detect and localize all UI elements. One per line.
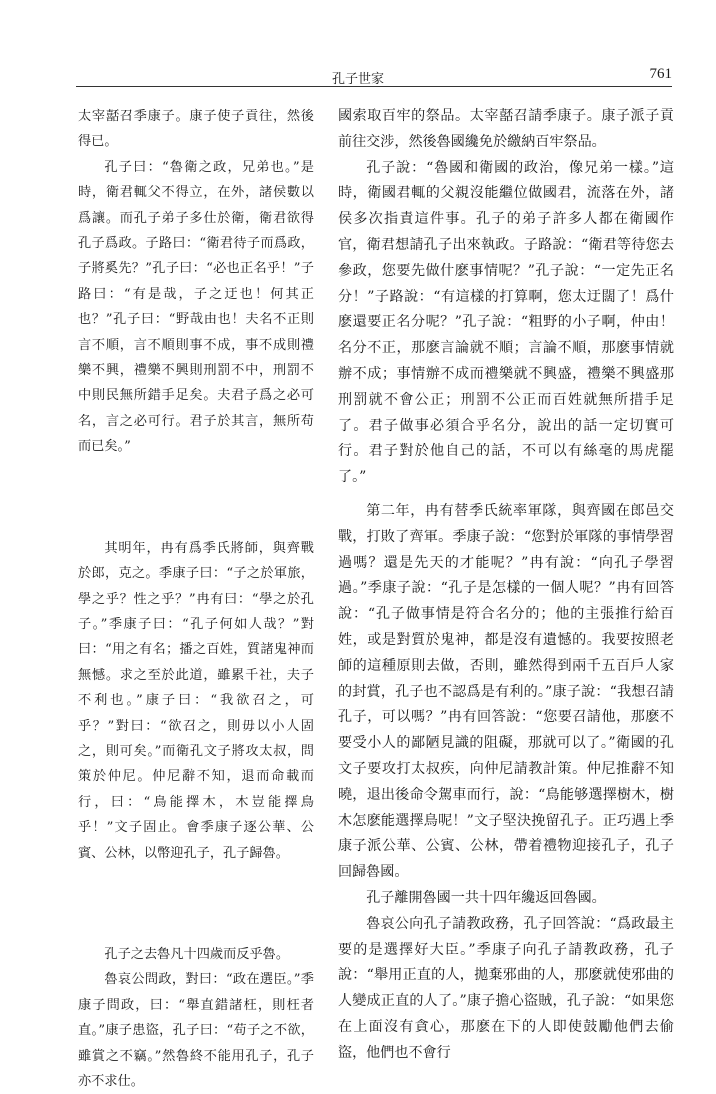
- translation-text-column: [338, 104, 674, 1066]
- classical-paragraph-4: 孔子之去魯凡十四歲而反乎魯。: [104, 946, 290, 962]
- classical-paragraph-3: 其明年，冉有爲季氏將師，與齊戰於郎，克之。季康子曰：“子之於軍旅，學之乎？性之乎？”冉有曰：“學之於孔子。”季康子曰：“孔子何如人哉？”對曰：“用之有名；播之百姓，質諸鬼神而無憾。求之至於此道，雖累千社，夫子不利也。”康子曰：“我欲召之，可乎？”對曰：“欲召之，則毋以小人固之，則可矣。”而衛孔文子將攻太叔，問策於仲尼。仲尼辭不知，退而命載而行，曰：“鳥能擇木，木豈能擇鳥乎！”文子固止。會季康子逐公華、公賓、公林，以幣迎孔子，孔子歸魯。: [78, 540, 314, 861]
- section-gap: [338, 491, 674, 499]
- classical-paragraph-1: 太宰嚭召季康子。康子使子貢往，然後得已。: [78, 109, 314, 150]
- header-rule: [76, 86, 672, 87]
- translation-paragraph-1: 國索取百牢的祭品。太宰嚭召請季康子。康子派子貢前往交涉，然後魯國纔免於繳納百牢祭品。: [338, 108, 674, 150]
- translation-paragraph-4: 孔子離開魯國一共十四年纔返回魯國。: [366, 889, 606, 906]
- classical-text-column: [78, 104, 314, 1094]
- section-gap: [78, 460, 314, 536]
- translation-paragraph-2: 孔子說：“魯國和衛國的政治，像兄弟一樣。”這時，衛國君輒的父親沒能繼位做國君，流落在外，諸侯多次指責這件事。孔子的弟子許多人都在衛國作官，衛君想請孔子出來執政。子路說：“衛君等待您去參政，您要先做什麽事情呢？”孔子說：“一定先正名分！”子路說：“有這樣的打算啊，您太迂闊了！爲什麽還要正名分呢？”孔子說：“粗野的小子啊，仲由！名分不正，那麽言論就不順；言論不順，那麽事情就辦不成；事情辦不成而禮樂就不興盛，禮樂不興盛那刑罰就不會公正；刑罰不公正而百姓就無所措手足了。君子做事必須合乎名分，說出的話一定切實可行。君子對於他自己的話，不可以有絲毫的馬虎罷了。”: [338, 159, 674, 486]
- running-header-title: 孔子世家: [331, 72, 384, 87]
- classical-paragraph-2: 孔子曰：“魯衛之政，兄弟也。”是時，衛君輒父不得立，在外，諸侯數以爲讓。而孔子弟子多仕於衛，衛君欲得孔子爲政。子路曰：“衛君待子而爲政，子將奚先？”孔子曰：“必也正名乎！”子路曰：“有是哉，子之迂也！何其正也？”孔子曰：“野哉由也！夫名不正則言不順，言不順則事不成，事不成則禮樂不興，禮樂不興則刑罰不中，刑罰不中則民無所錯手足矣。夫君子爲之必可名，言之必可行。君子於其言，無所苟而已矣。”: [78, 159, 314, 455]
- translation-paragraph-5: 魯哀公向孔子請教政務，孔子回答說：“爲政最主要的是選擇好大臣。”季康子向孔子請教政務，孔子說：“舉用正直的人，拋棄邪曲的人，那麽就使邪曲的人變成正直的人了。”康子擔心盜賊，孔子說：“如果您在上面沒有貪心，那麽在下的人即使鼓勵他們去偷盜，他們也不會行: [338, 915, 674, 1061]
- section-gap: [78, 866, 314, 942]
- classical-paragraph-5: 魯哀公問政，對曰：“政在選臣。”季康子問政，曰：“舉直錯諸枉，則枉者直。”康子患盜，孔子曰：“苟子之不欲，雖賞之不竊。”然魯終不能用孔子，孔子亦不求仕。: [78, 972, 314, 1089]
- translation-paragraph-3: 第二年，冉有替季氏統率軍隊，與齊國在郎邑交戰，打敗了齊軍。季康子說：“您對於軍隊的事情學習過嗎？還是先天的才能呢？”冉有說：“向孔子學習過。”季康子說：“孔子是怎樣的一個人呢？”冉有回答說：“孔子做事情是符合名分的；他的主張推行給百姓，或是對質於鬼神，都是沒有遺憾的。我要按照老師的這種原則去做，否則，雖然得到兩千五百戶人家的封賞，孔子也不認爲是有利的。”康子說：“我想召請孔子，可以嗎？”冉有回答說：“您要召請他，那麽不要受小人的鄙陋見識的阻礙，那就可以了。”衛國的孔文子要攻打太叔疾，向仲尼請教計策。仲尼推辭不知曉，退出後命令駕車而行，說：“鳥能够選擇樹木，樹木怎麽能選擇鳥呢！”文子堅決挽留孔子。正巧遇上季康子派公華、公賓、公林，帶着禮物迎接孔子，孔子回歸魯國。: [338, 502, 674, 881]
- page-number: 761: [649, 66, 672, 82]
